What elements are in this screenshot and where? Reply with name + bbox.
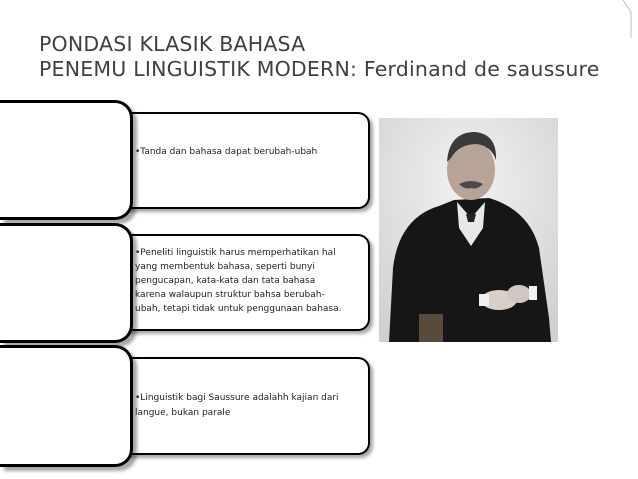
box-1-text: •Tanda dan bahasa dapat berubah-ubah (135, 147, 318, 157)
title-line-1: PONDASI KLASIK BAHASA (39, 32, 306, 56)
corner-decoration-icon (622, 0, 632, 38)
box-2-text: •Peneliti linguistik harus memperhatikan hal yang membentuk bahasa, seperti bunyi pengucapan, kata-kata dan tata bahasa karena walaupun struktur bahsa berubah- ubah, tetapi tidak untuk penggunaan bahasa. (135, 248, 342, 314)
slide-title (39, 32, 600, 82)
portrait-illustration (379, 118, 558, 342)
label-box-3 (0, 345, 133, 467)
portrait-photo (379, 118, 558, 342)
box-3-text: •Linguistik bagi Saussure adalahh kajian dari langue, bukan parale (135, 393, 339, 418)
content-box-1 (120, 112, 370, 209)
title-line-2: PENEMU LINGUISTIK MODERN: Ferdinand de saussure (39, 57, 600, 81)
label-box-2 (0, 223, 133, 343)
label-box-1 (0, 100, 133, 220)
